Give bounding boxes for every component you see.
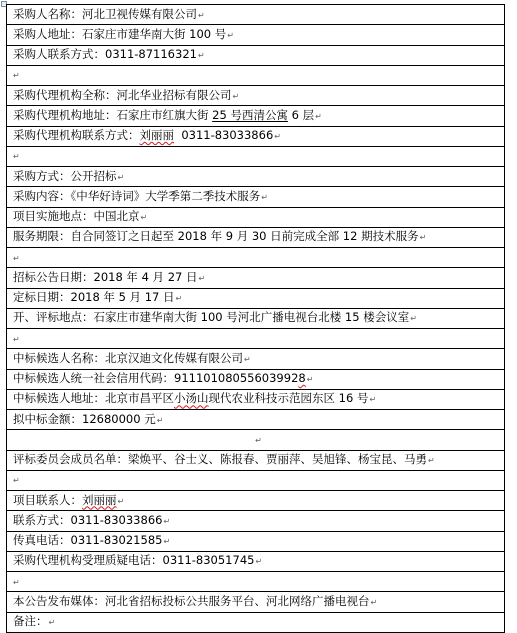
empty-cell: [7, 248, 505, 268]
table-row: [7, 491, 505, 511]
paragraph-mark-icon: ↵: [261, 192, 268, 202]
agency-contact-person: 刘丽丽: [139, 128, 174, 143]
table-row: [7, 592, 505, 612]
table-row: [7, 5, 505, 25]
venue-value: 石家庄市建华南大街 100 号河北广播电视台北楼 15 楼会议室: [93, 310, 410, 325]
purchaser-address-cell: [7, 25, 505, 45]
paragraph-mark-icon: ↵: [140, 213, 148, 223]
method-cell: [7, 167, 505, 187]
candidate-name-cell: [7, 349, 505, 369]
amount-cell: [7, 410, 505, 430]
table-row: [7, 126, 505, 146]
project-phone-label: 联系方式：: [13, 512, 71, 527]
amount-label: 拟中标金额：: [13, 411, 82, 426]
table-row: [7, 146, 505, 166]
period-cell: [7, 227, 505, 247]
award-date-cell: [7, 288, 505, 308]
media-cell: [7, 592, 505, 612]
paragraph-mark-icon: ↵: [428, 456, 435, 466]
candidate-address-value-c: 现代农业科技示范园东区 16 号: [208, 391, 369, 406]
empty-cell: [7, 470, 505, 490]
purchaser-name-value: 河北卫视传媒有限公司: [82, 6, 197, 21]
location-label: 项目实施地点：: [13, 209, 94, 224]
paragraph-mark-icon: ↵: [419, 233, 427, 243]
candidate-address-value-a: 北京市昌平区: [105, 391, 174, 406]
table-row: [7, 410, 505, 430]
paragraph-mark-icon: ↵: [163, 537, 171, 547]
candidate-address-value-b: 小汤山: [174, 391, 209, 406]
location-cell: [7, 207, 505, 227]
award-date-value: 2018 年 5 月 17 日: [70, 290, 175, 305]
table-row: [7, 187, 505, 207]
complaint-phone-cell: [7, 551, 505, 571]
paragraph-mark-icon: ↵: [13, 476, 20, 486]
complaint-phone-label: 采购代理机构受理质疑电话：: [13, 553, 163, 568]
purchaser-contact-label: 采购人联系方式：: [13, 47, 105, 62]
agency-address-value-b: 25 号西清公寓: [212, 107, 288, 122]
candidate-credit-value-tail: 8: [298, 371, 306, 386]
remarks-label: 备注：: [13, 614, 48, 629]
agency-contact-label: 采购代理机构联系方式：: [13, 128, 140, 143]
agency-contact-phone: 0311-83033866: [181, 128, 274, 143]
agency-address-cell: [7, 106, 505, 126]
committee-cell: [7, 450, 505, 470]
project-contact-value: 刘丽丽: [82, 492, 117, 507]
paragraph-mark-icon: ↵: [117, 172, 125, 182]
candidate-credit-value: 91110108055603992: [174, 371, 299, 386]
agency-name-value: 河北华业招标有限公司: [116, 87, 232, 102]
announce-date-cell: [7, 268, 505, 288]
paragraph-mark-icon: ↵: [175, 294, 183, 304]
venue-label: 开、评标地点：: [13, 310, 94, 325]
agency-address-value-c: 6 层: [287, 107, 315, 122]
content-label: 采购内容：: [13, 188, 71, 203]
award-date-label: 定标日期：: [13, 290, 71, 305]
period-label: 服务期限：: [13, 229, 71, 244]
fax-value: 0311-83021585: [70, 533, 163, 548]
paragraph-mark-icon: ↵: [13, 152, 20, 162]
complaint-phone-value: 0311-83051745: [162, 553, 255, 568]
paragraph-mark-icon: ↵: [410, 314, 417, 324]
agency-name-cell: [7, 86, 505, 106]
committee-label: 评标委员会成员名单：: [13, 452, 128, 467]
table-row: [7, 349, 505, 369]
paragraph-mark-icon: ↵: [227, 30, 234, 40]
paragraph-mark-icon: ↵: [13, 253, 20, 263]
purchaser-name-label: 采购人名称：: [13, 6, 82, 21]
table-row: [7, 329, 505, 349]
paragraph-mark-icon: ↵: [198, 273, 206, 283]
table-row: [7, 450, 505, 470]
paragraph-mark-icon: ↵: [232, 91, 240, 101]
purchaser-name-cell: [7, 5, 505, 25]
paragraph-mark-icon: ↵: [370, 597, 378, 607]
paragraph-mark-icon: ↵: [13, 71, 20, 81]
method-value: 公开招标: [70, 168, 117, 183]
table-row: [7, 248, 505, 268]
paragraph-mark-icon: ↵: [117, 496, 125, 506]
paragraph-mark-icon: ↵: [274, 132, 281, 142]
paragraph-mark-icon: ↵: [156, 415, 164, 425]
table-row: [7, 207, 505, 227]
table-row: [7, 470, 505, 490]
table-row: [7, 551, 505, 571]
empty-cell: [7, 430, 505, 450]
table-row: [7, 25, 505, 45]
project-phone-value: 0311-83033866: [70, 512, 163, 527]
period-value: 自合同签订之日起至 2018 年 9 月 30 日前完成全部 12 期技术服务: [70, 229, 419, 244]
candidate-name-value: 北京汉迪文化传媒有限公司: [105, 350, 243, 365]
table-row: [7, 227, 505, 247]
announce-date-label: 招标公告日期：: [13, 269, 94, 284]
table-row: [7, 86, 505, 106]
table-row: [7, 65, 505, 85]
fax-cell: [7, 531, 505, 551]
candidate-name-label: 中标候选人名称：: [13, 350, 105, 365]
paragraph-mark-icon: ↵: [163, 516, 171, 526]
paragraph-mark-icon: ↵: [244, 354, 251, 364]
table-row: [7, 106, 505, 126]
table-row: [7, 430, 505, 450]
agency-contact-cell: [7, 126, 505, 146]
paragraph-mark-icon: ↵: [315, 111, 322, 121]
table-row: [7, 288, 505, 308]
empty-cell: [7, 146, 505, 166]
paragraph-mark-icon: ↵: [13, 334, 20, 344]
committee-members: 梁焕平、谷士义、陈报春、贾丽萍、吴旭锋、杨宝昆、马勇: [128, 452, 427, 467]
candidate-credit-label: 中标候选人统一社会信用代码：: [13, 371, 174, 386]
project-contact-label: 项目联系人：: [13, 492, 82, 507]
paragraph-mark-icon: ↵: [255, 557, 263, 567]
table-row: [7, 511, 505, 531]
announcement-table: [6, 4, 505, 633]
table-row: [7, 572, 505, 592]
media-value: 河北省招标投标公共服务平台、河北网络广播电视台: [105, 593, 370, 608]
paragraph-mark-icon: ↵: [198, 10, 205, 20]
empty-cell: [7, 65, 505, 85]
paragraph-mark-icon: ↵: [255, 435, 262, 445]
table-row: [7, 167, 505, 187]
table-row: [7, 612, 505, 632]
candidate-address-label: 中标候选人地址：: [13, 391, 105, 406]
purchaser-contact-cell: [7, 45, 505, 65]
purchaser-address-label: 采购人地址：: [13, 26, 82, 41]
remarks-cell: [7, 612, 505, 632]
purchaser-address-value: 石家庄市建华南大街 100 号: [82, 26, 227, 41]
content-value: 《中华好诗词》大学季第二季技术服务: [70, 188, 261, 203]
venue-cell: [7, 308, 505, 328]
table-row: [7, 268, 505, 288]
candidate-credit-cell: [7, 369, 505, 389]
paragraph-mark-icon: ↵: [369, 395, 377, 405]
paragraph-mark-icon: ↵: [306, 375, 314, 385]
table-row: [7, 369, 505, 389]
amount-value: 12680000 元: [82, 411, 156, 426]
paragraph-mark-icon: ↵: [197, 51, 205, 61]
agency-address-value-a: 石家庄市红旗大街: [116, 107, 213, 122]
fax-label: 传真电话：: [13, 533, 71, 548]
table-row: [7, 389, 505, 409]
content-cell: [7, 187, 505, 207]
agency-address-label: 采购代理机构地址：: [13, 107, 117, 122]
agency-name-label: 采购代理机构全称：: [13, 87, 117, 102]
empty-cell: [7, 329, 505, 349]
location-value: 中国北京: [93, 209, 140, 224]
announce-date-value: 2018 年 4 月 27 日: [93, 269, 198, 284]
method-label: 采购方式：: [13, 168, 71, 183]
table-row: [7, 45, 505, 65]
project-phone-cell: [7, 511, 505, 531]
purchaser-contact-value: 0311-87116321: [105, 47, 197, 62]
media-label: 本公告发布媒体：: [13, 593, 105, 608]
empty-cell: [7, 572, 505, 592]
project-contact-cell: [7, 491, 505, 511]
paragraph-mark-icon: ↵: [48, 618, 56, 628]
paragraph-mark-icon: ↵: [13, 577, 20, 587]
candidate-address-cell: [7, 389, 505, 409]
table-row: [7, 308, 505, 328]
table-row: [7, 531, 505, 551]
